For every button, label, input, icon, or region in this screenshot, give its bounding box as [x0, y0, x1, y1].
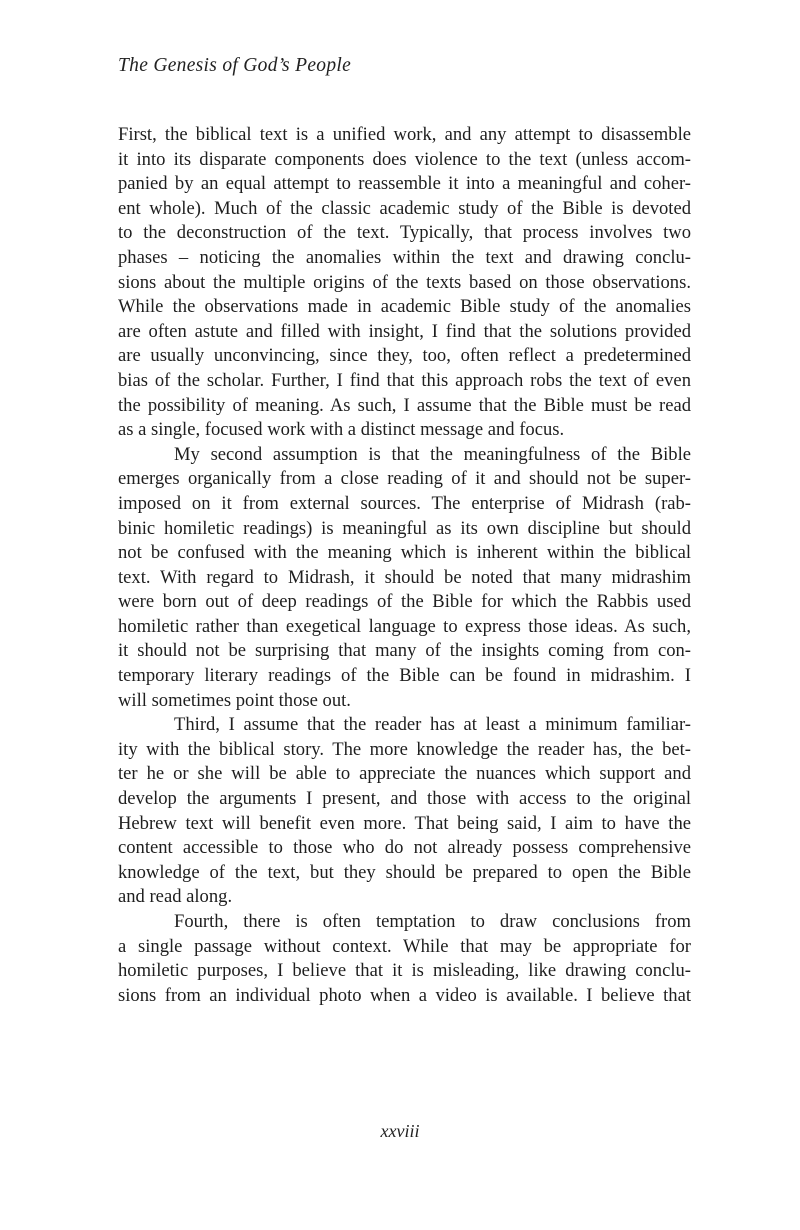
paragraph-fourth-assumption [118, 910, 691, 1008]
paragraph-third-assumption [118, 713, 691, 910]
text-line: a single passage without context. While that may be appropriate for [118, 935, 691, 957]
text-line: Hebrew text will benefit even more. That being said, I aim to have the [118, 812, 691, 834]
paragraph-second-assumption [118, 443, 691, 714]
text-line: homiletic purposes, I believe that it is misleading, like drawing conclu- [118, 960, 691, 982]
body-text [118, 123, 691, 1008]
text-line: imposed on it from external sources. The enterprise of Midrash (rab- [118, 492, 691, 514]
text-line: Third, I assume that the reader has at least a minimum familiar- [174, 714, 691, 736]
text-line: to the deconstruction of the text. Typically, that process involves two [118, 222, 691, 244]
text-line: it should not be surprising that many of the insights coming from con- [118, 640, 691, 662]
text-line: and read along. [118, 886, 233, 908]
text-line: temporary literary readings of the Bible can be found in midrashim. I [118, 665, 691, 687]
text-line: were born out of deep readings of the Bible for which the Rabbis used [118, 591, 691, 613]
text-line: My second assumption is that the meaningfulness of the Bible [174, 443, 691, 465]
text-line: homiletic rather than exegetical language to express those ideas. As such, [118, 615, 691, 637]
page-number: xxviii [380, 1121, 420, 1141]
text-line: are usually unconvincing, since they, too, often reflect a predetermined [118, 345, 691, 367]
running-header: The Genesis of God’s People [118, 55, 352, 76]
text-line: emerges organically from a close reading of it and should not be super- [118, 468, 691, 490]
text-line: as a single, focused work with a distinct message and focus. [118, 419, 565, 441]
text-line: content accessible to those who do not already possess comprehensive [118, 837, 691, 859]
text-line: First, the biblical text is a unified work, and any attempt to disassemble [118, 124, 691, 145]
text-line: ent whole). Much of the classic academic study of the Bible is devoted [118, 197, 691, 219]
text-line: develop the arguments I present, and those with access to the original [118, 788, 691, 810]
text-line: will sometimes point those out. [118, 689, 351, 711]
text-line: ity with the biblical story. The more knowledge the reader has, the bet- [118, 738, 691, 760]
text-line: binic homiletic readings) is meaningful as its own discipline but should [118, 517, 691, 539]
text-line: are often astute and filled with insight, I find that the solutions provided [118, 320, 691, 342]
text-line: bias of the scholar. Further, I find that this approach robs the text of even [118, 369, 691, 391]
text-line: ter he or she will be able to appreciate the nuances which support and [118, 763, 691, 785]
text-line: text. With regard to Midrash, it should be noted that many midrashim [118, 566, 691, 588]
text-line: not be confused with the meaning which is inherent within the biblical [118, 542, 691, 564]
text-line: Fourth, there is often temptation to draw conclusions from [174, 911, 691, 932]
text-line: phases – noticing the anomalies within the text and drawing conclu- [118, 246, 691, 268]
text-line: it into its disparate components does violence to the text (unless accom- [118, 148, 691, 170]
text-line: knowledge of the text, but they should be prepared to open the Bible [118, 861, 691, 883]
text-line: sions from an individual photo when a video is available. I believe that [118, 984, 691, 1006]
text-line: While the observations made in academic Bible study of the anomalies [118, 296, 691, 318]
paragraph-first-assumption [118, 123, 691, 443]
text-line: sions about the multiple origins of the texts based on those observations. [118, 271, 691, 293]
text-line: panied by an equal attempt to reassemble it into a meaningful and coher- [118, 173, 691, 195]
text-line: the possibility of meaning. As such, I assume that the Bible must be read [118, 394, 691, 416]
